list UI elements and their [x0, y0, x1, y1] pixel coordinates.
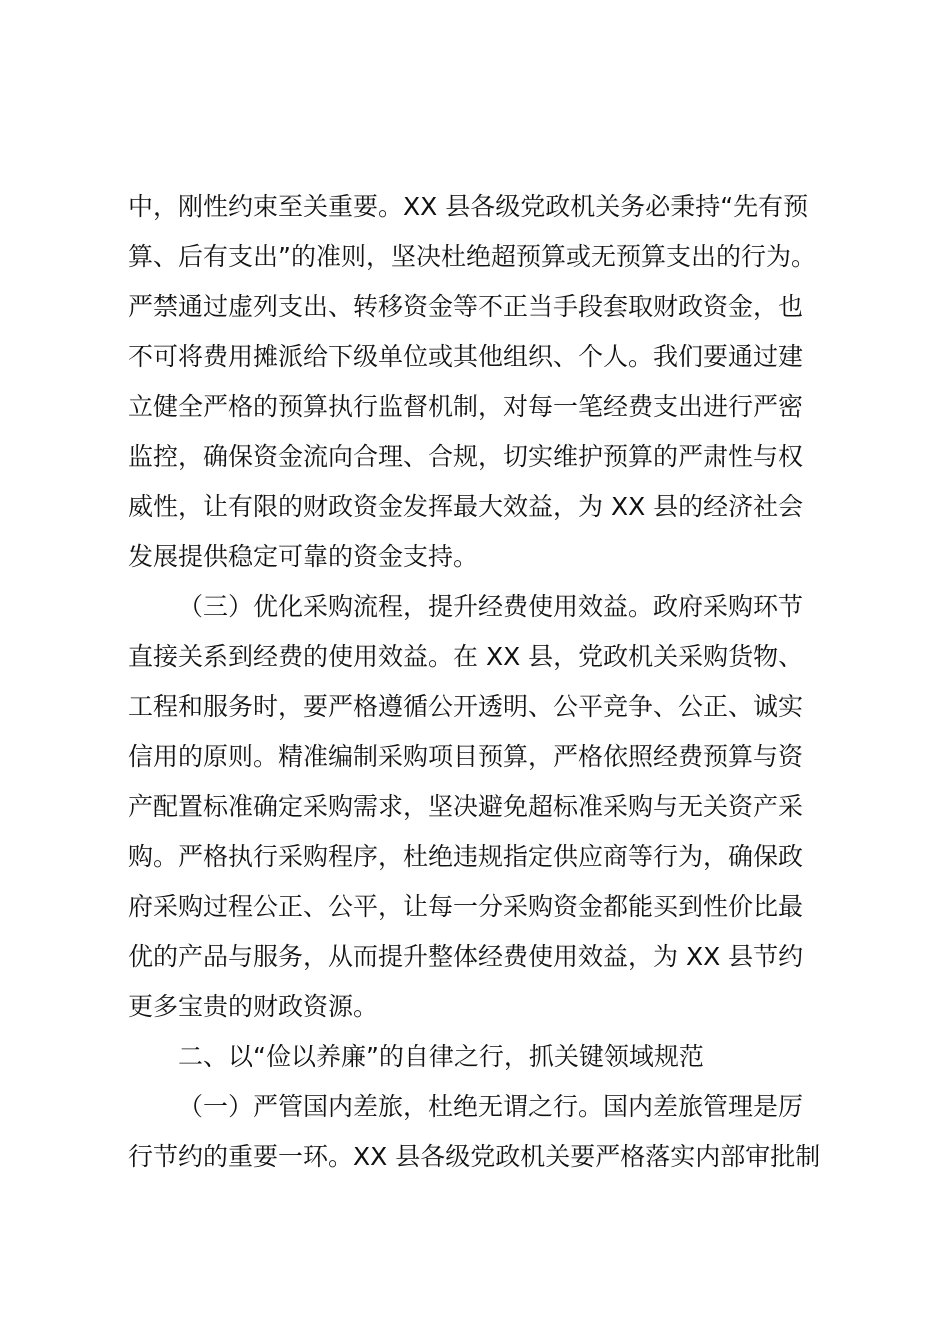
chapter-heading-2: 二、以“俭以养廉”的自律之行，抓关键领域规范 [178, 1042, 704, 1071]
text-line: 中，刚性约束至关重要。XX 县各级党政机关务必秉持“先有预 [128, 192, 809, 221]
text-line: 工程和服务时，要严格遵循公开透明、公平竞争、公正、诚实 [128, 692, 804, 721]
text-line: 威性，让有限的财政资金发挥最大效益，为 XX 县的经济社会 [128, 492, 804, 521]
text-line: 信用的原则。精准编制采购项目预算，严格依照经费预算与资 [128, 742, 804, 771]
text-line: 算、后有支出”的准则，坚决杜绝超预算或无预算支出的行为。 [128, 242, 816, 271]
text-line: 严禁通过虚列支出、转移资金等不正当手段套取财政资金，也 [128, 292, 804, 321]
text-line: 发展提供稳定可靠的资金支持。 [128, 542, 479, 571]
text-line: 购。严格执行采购程序，杜绝违规指定供应商等行为，确保政 [128, 842, 804, 871]
section-heading-3: （三）优化采购流程，提升经费使用效益。政府采购环节 [178, 592, 804, 621]
text-line: 不可将费用摊派给下级单位或其他组织、个人。我们要通过建 [128, 342, 804, 371]
text-line: 优的产品与服务，从而提升整体经费使用效益，为 XX 县节约 [128, 942, 804, 971]
text-line: 产配置标准确定采购需求，坚决避免超标准采购与无关资产采 [128, 792, 804, 821]
text-line: 直接关系到经费的使用效益。在 XX 县，党政机关采购货物、 [128, 642, 804, 671]
section-heading-1: （一）严管国内差旅，杜绝无谓之行。国内差旅管理是厉 [178, 1092, 804, 1121]
text-line: 监控，确保资金流向合理、合规，切实维护预算的严肃性与权 [128, 442, 804, 471]
text-line: 更多宝贵的财政资源。 [128, 992, 379, 1021]
text-line: 行节约的重要一环。XX 县各级党政机关要严格落实内部审批制 [128, 1142, 821, 1171]
text-line: 立健全严格的预算执行监督机制，对每一笔经费支出进行严密 [128, 392, 804, 421]
text-line: 府采购过程公正、公平，让每一分采购资金都能买到性价比最 [128, 892, 804, 921]
